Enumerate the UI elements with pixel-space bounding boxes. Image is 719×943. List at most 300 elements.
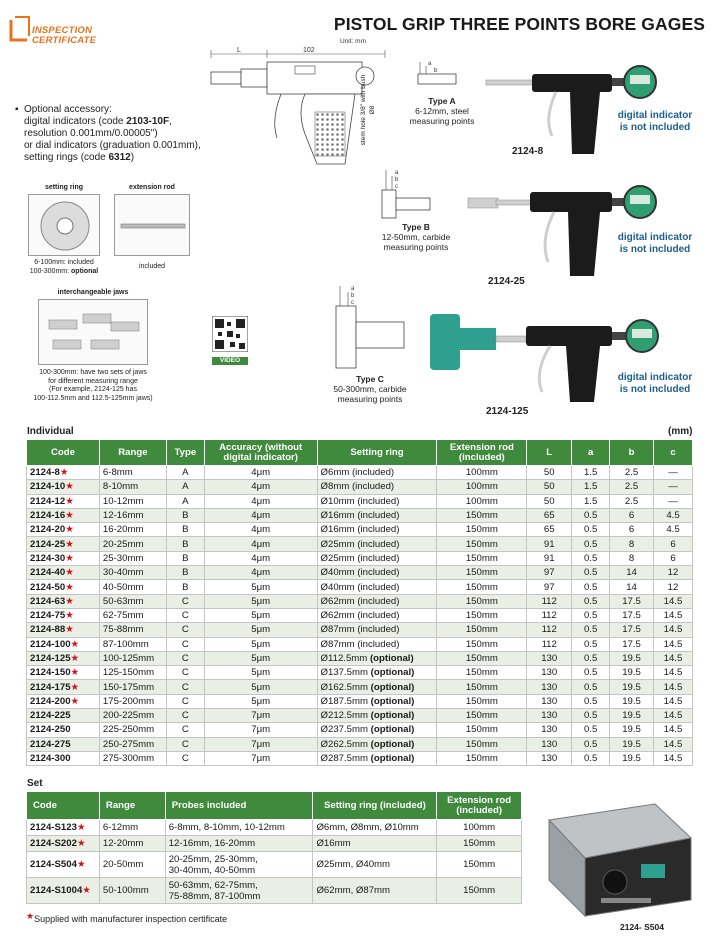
type-c-dim-b: b: [351, 293, 355, 299]
cell-b-text: 19.5: [622, 695, 641, 707]
cell-range-text: 8-10mm: [102, 481, 139, 493]
cell-a-text: 0.5: [583, 638, 598, 650]
cell-type: [166, 737, 204, 751]
cell-c: [653, 709, 692, 723]
cell-L-text: 50: [543, 481, 555, 493]
cell-L: [527, 680, 572, 694]
cell-b: [610, 608, 654, 622]
gun-photo-2124-8: [482, 58, 682, 158]
cell-type-text: B: [182, 567, 189, 579]
cell-b: [610, 637, 654, 651]
indicator-note-2a: digital indicator: [617, 232, 693, 243]
cell-ring: [317, 566, 437, 580]
acc-code-indicator: 2103-10F: [126, 116, 170, 127]
cell-code: [27, 594, 100, 608]
cell-acc: [204, 523, 317, 537]
cell-type: [166, 480, 204, 494]
cell-a: [572, 637, 610, 651]
cell-ring-text: Ø62mm (included): [320, 595, 400, 607]
cell-L-text: 130: [541, 710, 558, 722]
set-cell-probes: [165, 820, 313, 836]
cell-c-text: 14.5: [663, 624, 683, 636]
stem-note: stem hole 3/8" with bush Ø8: [360, 74, 376, 146]
bullet-icon: ▪: [15, 104, 19, 115]
cell-range-text: 75-88mm: [102, 624, 144, 636]
cell-c: [653, 680, 692, 694]
cell-acc: [204, 751, 317, 765]
cell-L-text: 130: [541, 695, 558, 707]
cell-type: [166, 651, 204, 665]
cell-b: [610, 651, 654, 665]
cell-b-text: 19.5: [622, 724, 641, 736]
set-cell-ring: [313, 836, 437, 852]
cell-ring-text: Ø8mm (included): [320, 481, 395, 493]
cell-type-text: B: [182, 552, 189, 564]
cell-rod: [437, 537, 527, 551]
cell-b-text: 19.5: [622, 653, 641, 664]
cell-ring: [317, 523, 437, 537]
cell-L-text: 130: [541, 724, 558, 736]
set-cell-code: [27, 878, 100, 904]
cell-a: [572, 709, 610, 723]
cell-c: [653, 537, 692, 551]
cell-acc: [204, 566, 317, 580]
cell-b-text: 2.5: [624, 481, 639, 493]
cell-b-text: 17.5: [622, 595, 641, 607]
star-icon: ★: [65, 495, 74, 507]
cell-range: [99, 508, 166, 522]
cell-code-text: 2124-175: [30, 681, 71, 693]
cell-ring-text: Ø40mm (included): [320, 581, 400, 593]
cell-rod: [437, 551, 527, 565]
cell-L: [527, 651, 572, 665]
indicator-note-3a: digital indicator: [617, 372, 693, 383]
video-label: VIDEO: [212, 357, 248, 365]
cell-acc-text: 4μm: [251, 524, 271, 536]
cell-ring-text: Ø16mm (included): [320, 510, 400, 522]
cell-range: [99, 637, 166, 651]
cell-range-text: 150-175mm: [102, 681, 155, 693]
cell-ring-text: Ø10mm (included): [320, 495, 400, 507]
cell-ring-optional: (optional): [370, 681, 415, 693]
set-rod-text: 150mm: [463, 859, 496, 870]
cell-ring-text: Ø187.5mm: [320, 695, 371, 707]
cell-c: [653, 466, 692, 480]
cell-b-text: 19.5: [622, 738, 641, 750]
cell-acc-text: 5μm: [251, 681, 271, 693]
star-icon: ★: [70, 638, 80, 650]
cell-b-text: 14: [626, 581, 637, 593]
set-code-text: 2124-S123: [30, 822, 77, 833]
table-row: [27, 694, 693, 708]
cell-acc-text: 4μm: [251, 538, 271, 550]
acc-line2c: ,: [169, 116, 172, 127]
set-code-text: 2124-S504: [30, 859, 77, 870]
table-row: [27, 623, 693, 637]
extension-rod-image: [114, 194, 190, 256]
cell-rod: [437, 594, 527, 608]
cell-L-text: 50: [543, 495, 555, 507]
cell-a: [572, 651, 610, 665]
cell-range-text: 100-125mm: [102, 653, 155, 664]
cell-rod: [437, 680, 527, 694]
set-cell-range: [99, 878, 165, 904]
cell-b: [610, 709, 654, 723]
cell-code: [27, 508, 100, 522]
cell-c: [653, 694, 692, 708]
cell-type: [166, 566, 204, 580]
cell-type-text: C: [181, 738, 189, 750]
cell-code-text: 2124-30: [30, 552, 66, 564]
optional-accessory-text: [15, 104, 229, 164]
cell-c-text: 14.5: [663, 610, 683, 622]
acc-line5a: setting rings (code: [24, 152, 109, 163]
cell-c-text: —: [668, 481, 678, 493]
jaws-cap4: 100-112.5mm and 112.5-125mm jaws): [33, 394, 153, 402]
cell-b: [610, 680, 654, 694]
cell-acc-text: 4μm: [251, 552, 271, 564]
cell-type-text: C: [181, 595, 189, 607]
cell-ring: [317, 666, 437, 680]
set-table: [26, 791, 522, 904]
cell-code-text: 2124-88: [30, 624, 66, 636]
table-row: [27, 836, 522, 852]
cell-L: [527, 566, 572, 580]
cell-type-text: C: [181, 695, 189, 707]
cell-rod: [437, 480, 527, 494]
col-a: a: [572, 440, 610, 466]
cell-rod-text: 150mm: [465, 524, 498, 536]
cell-code-text: 2124-20: [30, 524, 66, 536]
cell-L-text: 91: [543, 552, 555, 564]
cell-acc-text: 4μm: [251, 467, 271, 479]
cell-b: [610, 508, 654, 522]
footnote-text: Supplied with manufacturer inspection certificate: [34, 914, 228, 924]
cell-L-text: 91: [543, 538, 555, 550]
cell-L: [527, 523, 572, 537]
table-row: [27, 566, 693, 580]
cell-type-text: C: [181, 681, 189, 693]
type-b-desc2: measuring points: [383, 242, 449, 252]
col-b: b: [610, 440, 654, 466]
cell-L-text: 130: [541, 753, 558, 765]
type-b-label: [372, 222, 460, 252]
cell-ring: [317, 480, 437, 494]
cell-rod-text: 150mm: [465, 667, 498, 679]
qr-code-icon[interactable]: [212, 316, 248, 364]
cell-L-text: 97: [543, 581, 555, 593]
cell-c: [653, 623, 692, 637]
set-ring-text: Ø25mm, Ø40mm: [316, 859, 391, 870]
star-icon: ★: [65, 552, 74, 564]
star-icon: ★: [26, 911, 35, 921]
cell-code: [27, 566, 100, 580]
cell-a: [572, 480, 610, 494]
cell-code-text: 2124-150: [30, 667, 71, 679]
indicator-note-1a: digital indicator: [617, 110, 693, 121]
cell-c: [653, 666, 692, 680]
cell-L: [527, 751, 572, 765]
cell-range-text: 6-8mm: [102, 467, 133, 479]
cell-type-text: B: [182, 524, 189, 536]
cell-ring-text: Ø237.5mm: [320, 724, 371, 736]
cell-rod-text: 150mm: [465, 695, 498, 707]
cell-rod-text: 150mm: [465, 567, 498, 579]
set-col-rod: Extension rod (included): [437, 792, 522, 820]
cell-L: [527, 723, 572, 737]
cell-rod-text: 100mm: [465, 481, 498, 493]
cell-L-text: 112: [541, 595, 557, 607]
cell-acc: [204, 551, 317, 565]
table-row: [27, 878, 522, 904]
cell-ring: [317, 737, 437, 751]
cell-rod-text: 150mm: [465, 552, 498, 564]
cell-ring-text: Ø137.5mm: [320, 667, 371, 679]
star-icon: ★: [65, 524, 74, 536]
individual-unit-label: (mm): [668, 426, 693, 437]
cell-a-text: 0.5: [583, 595, 598, 607]
cell-a: [572, 508, 610, 522]
cell-ring-text: Ø25mm (included): [320, 538, 400, 550]
cell-a: [572, 523, 610, 537]
cell-b-text: 6: [628, 510, 635, 522]
cell-acc-text: 4μm: [251, 510, 271, 522]
indicator-note-3: [600, 372, 710, 396]
cell-type: [166, 551, 204, 565]
cell-rod-text: 100mm: [465, 467, 498, 479]
cell-acc: [204, 651, 317, 665]
col-c: c: [653, 440, 692, 466]
cell-type-text: C: [181, 667, 189, 679]
type-a-dim-a: a: [428, 61, 432, 67]
cell-ring-optional: (optional): [370, 724, 415, 736]
cell-b-text: 17.5: [622, 610, 641, 622]
cell-b: [610, 466, 654, 480]
cell-ring-text: Ø16mm (included): [320, 524, 400, 536]
cell-b-text: 2.5: [624, 467, 639, 479]
cell-L: [527, 623, 572, 637]
inspection-certificate-logo: [8, 14, 126, 52]
cell-type: [166, 623, 204, 637]
cell-a-text: 0.5: [583, 710, 598, 722]
cell-c: [653, 594, 692, 608]
col-code: Code: [27, 440, 100, 466]
logo-line2: CERTIFICATE: [32, 35, 97, 46]
cell-acc: [204, 623, 317, 637]
cell-c-text: —: [668, 495, 678, 507]
cell-c: [653, 580, 692, 594]
cell-acc: [204, 608, 317, 622]
cell-L: [527, 551, 572, 565]
set-code-text: 2124-S1004: [30, 885, 83, 896]
cell-acc-text: 5μm: [251, 667, 271, 679]
cell-acc: [204, 637, 317, 651]
cell-ring: [317, 508, 437, 522]
cell-rod: [437, 523, 527, 537]
cell-L: [527, 494, 572, 508]
cell-L: [527, 537, 572, 551]
certificate-badge-icon: [8, 14, 32, 44]
col-range: Range: [99, 440, 166, 466]
cell-acc-text: 5μm: [251, 595, 271, 607]
star-icon: ★: [70, 653, 80, 664]
set-cell-range: [99, 852, 165, 878]
cell-rod-text: 150mm: [465, 624, 498, 636]
cell-c-text: 14.5: [663, 638, 683, 650]
cell-rod-text: 150mm: [465, 738, 498, 750]
set-probes-line: 50-63mm, 62-75mm,: [168, 879, 258, 891]
cell-acc-text: 7μm: [251, 753, 271, 765]
type-a-dim-b: b: [434, 68, 438, 74]
cell-a: [572, 694, 610, 708]
cell-ring: [317, 551, 437, 565]
cell-c: [653, 494, 692, 508]
cell-a-text: 0.5: [583, 552, 598, 564]
cell-c-text: —: [668, 467, 678, 479]
cell-L: [527, 466, 572, 480]
cell-range-text: 200-225mm: [102, 710, 155, 722]
cell-c-text: 12: [667, 567, 679, 579]
cell-range-text: 50-63mm: [102, 595, 144, 607]
cell-L-text: 130: [541, 667, 558, 679]
set-cell-range: [99, 836, 165, 852]
jaws-cap1: 100-300mm: have two sets of jaws: [39, 369, 147, 376]
cell-ring-text: Ø212.5mm: [320, 710, 371, 722]
cell-type: [166, 608, 204, 622]
cell-a-text: 1.5: [583, 481, 598, 493]
table-row: [27, 666, 693, 680]
table-row: [27, 852, 522, 878]
cell-L: [527, 580, 572, 594]
cell-rod: [437, 608, 527, 622]
table-row: [27, 551, 693, 565]
set-cell-probes: [165, 852, 313, 878]
set-cell-code: [27, 820, 100, 836]
cell-code: [27, 480, 100, 494]
cell-type: [166, 680, 204, 694]
cell-L: [527, 737, 572, 751]
setting-ring-image: [28, 194, 100, 256]
setting-ring-cap2a: 100-300mm:: [29, 267, 72, 275]
cell-range-text: 12-16mm: [102, 510, 144, 522]
indicator-note-1b: is not included: [619, 122, 691, 133]
cell-ring-text: Ø162.5mm: [320, 681, 371, 693]
cell-L: [527, 480, 572, 494]
cell-rod-text: 150mm: [465, 753, 498, 765]
set-cell-rod: [437, 836, 522, 852]
cell-ring: [317, 694, 437, 708]
cell-type: [166, 594, 204, 608]
set-range-text: 6-12mm: [102, 822, 139, 833]
cell-range: [99, 694, 166, 708]
star-icon: ★: [65, 510, 74, 522]
cell-rod-text: 150mm: [465, 581, 498, 593]
cell-range: [99, 608, 166, 622]
set-range-text: 12-20mm: [102, 838, 144, 849]
cell-acc: [204, 580, 317, 594]
cell-code: [27, 523, 100, 537]
cell-rod-text: 150mm: [465, 724, 498, 736]
cell-acc-text: 4μm: [251, 481, 271, 493]
cell-a-text: 0.5: [583, 610, 598, 622]
type-a-label: [400, 96, 484, 126]
cell-rod: [437, 494, 527, 508]
acc-line1: Optional accessory:: [24, 104, 112, 115]
cell-code: [27, 737, 100, 751]
cell-a: [572, 751, 610, 765]
type-b-dim-b: b: [395, 177, 399, 183]
cell-c: [653, 523, 692, 537]
model-2124-125: 2124-125: [486, 406, 529, 417]
cell-c: [653, 737, 692, 751]
cell-ring: [317, 594, 437, 608]
cell-a-text: 1.5: [583, 467, 598, 479]
setting-ring-label: setting ring: [44, 184, 84, 191]
cell-code: [27, 651, 100, 665]
jaws-cap2: for different measuring range: [48, 377, 138, 385]
cell-range-text: 25-30mm: [102, 552, 144, 564]
cell-type: [166, 494, 204, 508]
extension-rod-caption: included: [138, 263, 166, 270]
cell-ring: [317, 494, 437, 508]
jaws-label: interchangeable jaws: [57, 289, 129, 296]
cell-code: [27, 723, 100, 737]
cell-ring-optional: (optional): [370, 710, 415, 722]
col-extension-rod: Extension rod (included): [437, 440, 527, 466]
set-col-range: Range: [99, 792, 165, 820]
type-c-dim-a: a: [351, 286, 355, 292]
set-cell-range: [99, 820, 165, 836]
set-cell-rod: [437, 820, 522, 836]
indicator-note-2b: is not included: [619, 244, 691, 255]
cell-type-text: A: [182, 467, 189, 479]
cell-a-text: 0.5: [583, 667, 598, 679]
cell-code: [27, 666, 100, 680]
cell-a-text: 0.5: [583, 738, 598, 750]
cell-ring-optional: (optional): [370, 667, 415, 679]
cell-range-text: 30-40mm: [102, 567, 144, 579]
cell-range-text: 40-50mm: [102, 581, 144, 593]
set-cell-code: [27, 836, 100, 852]
cell-c-text: 6: [670, 552, 676, 564]
type-c-desc2: measuring points: [337, 394, 403, 404]
jaws-cap3: (For example, 2124-125 has: [49, 386, 137, 393]
cell-c-text: 14.5: [663, 710, 683, 722]
cell-c: [653, 551, 692, 565]
cell-code-text: 2124-75: [30, 610, 66, 622]
table-row: [27, 723, 693, 737]
cell-c-text: 14.5: [663, 595, 683, 607]
cell-ring: [317, 709, 437, 723]
cell-acc-text: 4μm: [251, 495, 271, 507]
cell-code: [27, 551, 100, 565]
cell-c: [653, 566, 692, 580]
cell-code-text: 2124-12: [30, 495, 66, 507]
model-2124-8: 2124-8: [512, 146, 544, 157]
extension-rod-label: extension rod: [129, 184, 175, 191]
cell-acc-text: 5μm: [251, 695, 271, 707]
set-probes-line: 20-25mm, 25-30mm,: [168, 853, 258, 865]
cell-c: [653, 608, 692, 622]
cell-rod-text: 150mm: [465, 610, 498, 622]
cell-L-text: 65: [543, 524, 555, 536]
cell-b: [610, 623, 654, 637]
cell-c-text: 14.5: [663, 667, 683, 679]
cell-b-text: 8: [628, 538, 635, 550]
cell-rod: [437, 623, 527, 637]
cell-type-text: C: [181, 710, 189, 722]
type-a-desc2: measuring points: [409, 116, 475, 126]
